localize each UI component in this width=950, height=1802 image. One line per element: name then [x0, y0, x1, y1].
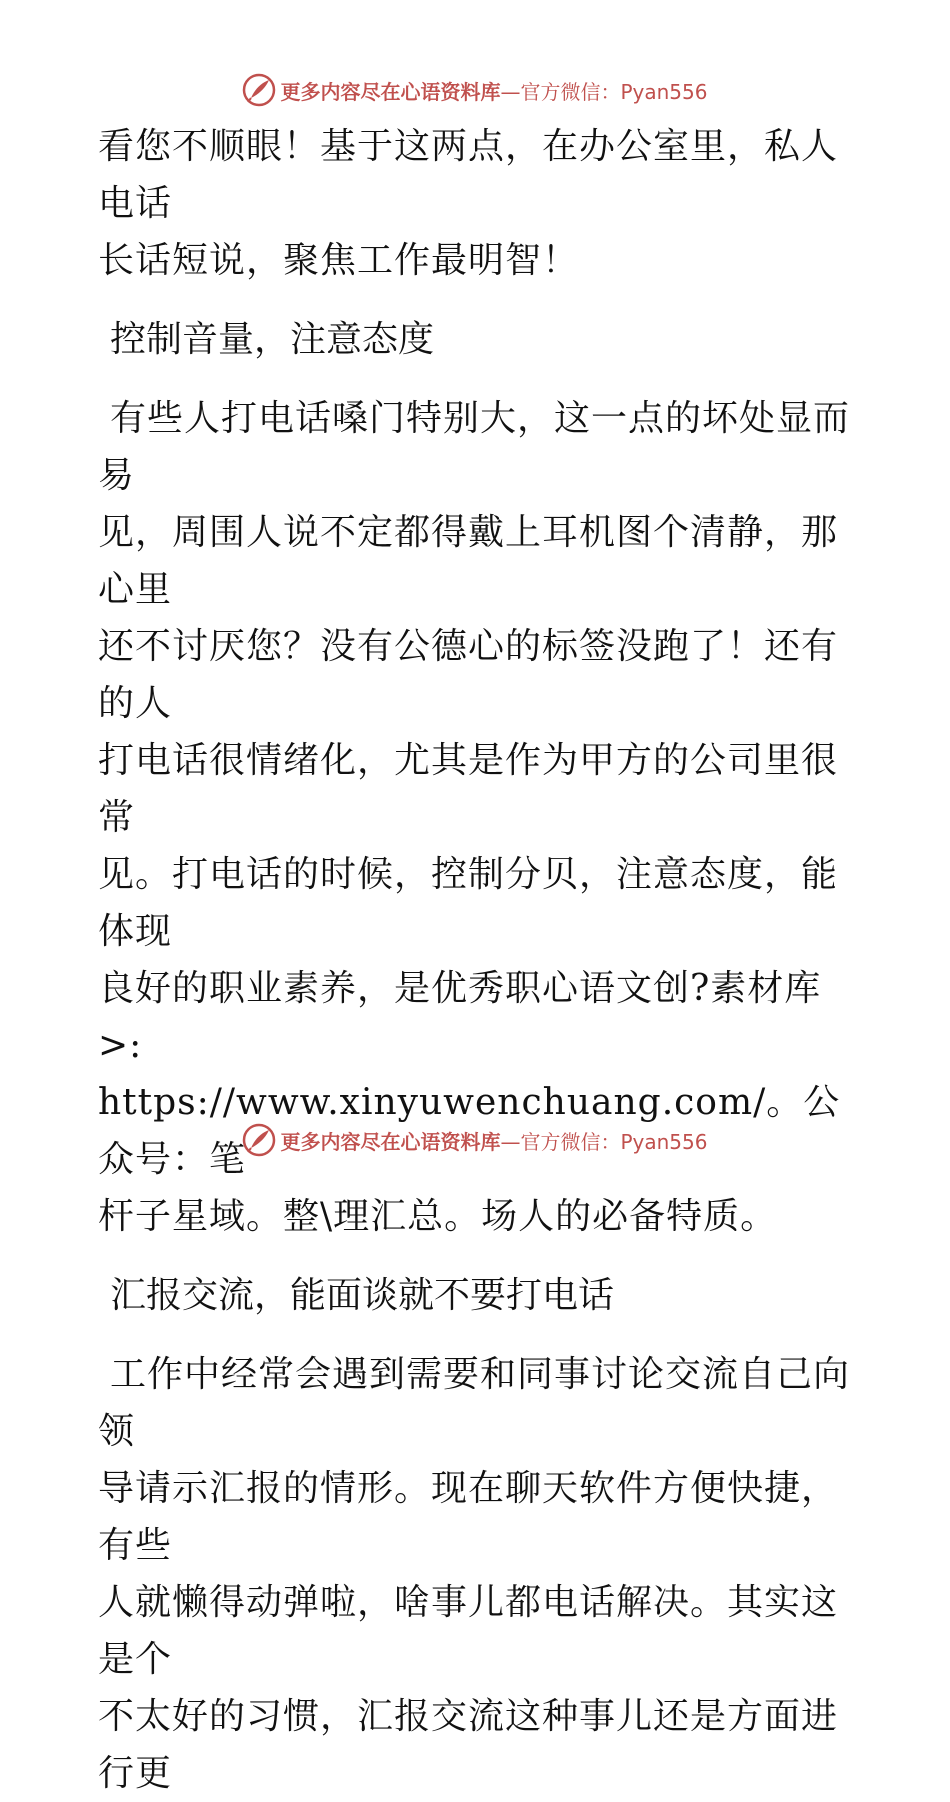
header-banner: [0, 70, 950, 110]
banner-wechat: —官方微信：Pyan556: [500, 79, 708, 104]
feather-pen-logo-icon: [242, 73, 276, 107]
paragraph-line: 不太好的习惯，汇报交流这种事儿还是方面进行更: [98, 1696, 839, 1794]
paragraph-line: 人就懒得动弹啦，啥事儿都电话解决。其实这是个: [98, 1582, 839, 1680]
section-heading-volume: 控制音量，注意态度: [110, 319, 435, 360]
paragraph-line: 良好的职业素养，是优秀职心语文创?素材库>:: [98, 968, 822, 1066]
banner-text: [280, 1126, 707, 1155]
paragraph-3: [98, 1346, 858, 1802]
footer-banner: [0, 1120, 950, 1160]
paragraph-line: 长话短说，聚焦工作最明智！: [98, 240, 580, 281]
paragraph-line: 打电话很情绪化，尤其是作为甲方的公司里很常: [98, 740, 839, 838]
paragraph-1: [98, 118, 858, 289]
paragraph-line: 见。打电话的时候，控制分贝，注意态度，能体现: [98, 854, 839, 952]
document-body: [98, 118, 858, 1802]
banner-brand: 更多内容尽在心语资料库: [280, 79, 501, 104]
section-heading-report: 汇报交流，能面谈就不要打电话: [110, 1275, 615, 1316]
paragraph-line: 工作中经常会遇到需要和同事讨论交流自己向领: [98, 1354, 851, 1452]
banner-text: [280, 76, 707, 105]
paragraph-line: 杆子星域。整\理汇总。场人的必备特质。: [98, 1196, 778, 1237]
banner-wechat: —官方微信：Pyan556: [500, 1129, 708, 1154]
paragraph-line: 见，周围人说不定都得戴上耳机图个清静，那心里: [98, 512, 839, 610]
paragraph-2: [98, 390, 858, 1245]
paragraph-line: 有些人打电话嗓门特别大，这一点的坏处显而易: [98, 398, 851, 496]
paragraph-line: 看您不顺眼！基于这两点，在办公室里，私人电话: [98, 126, 839, 224]
feather-pen-logo-icon: [242, 1123, 276, 1157]
banner-brand: 更多内容尽在心语资料库: [280, 1129, 501, 1154]
paragraph-line: https://www.xinyuwenchuang.com/。公众号：笔: [98, 1082, 841, 1180]
paragraph-line: 还不讨厌您？没有公德心的标签没跑了！还有的人: [98, 626, 839, 724]
paragraph-line: 导请示汇报的情形。现在聊天软件方便快捷，有些: [98, 1468, 839, 1566]
